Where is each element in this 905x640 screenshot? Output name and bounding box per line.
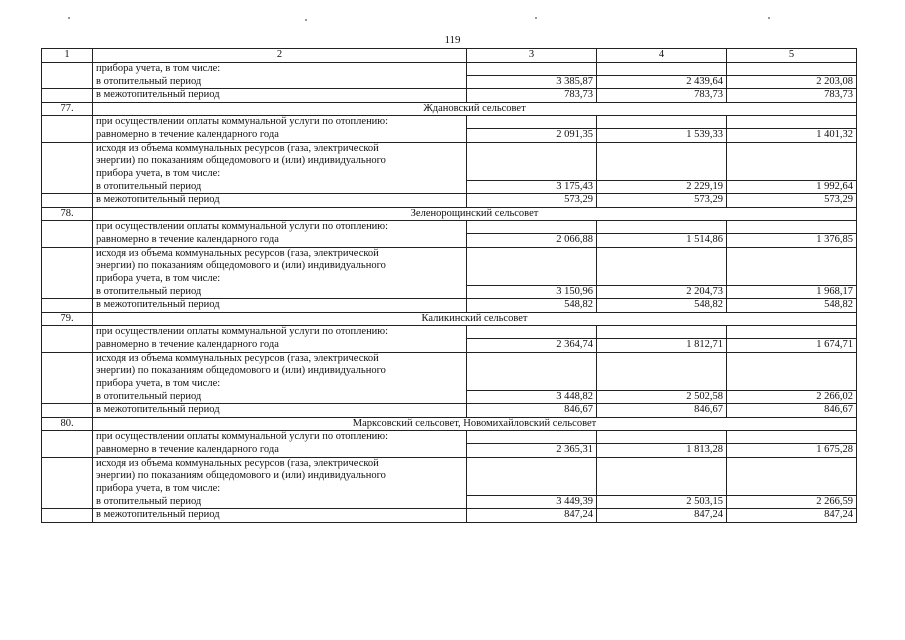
value-col3: [467, 431, 597, 444]
value-col4: [597, 273, 727, 286]
row-label: в межотопительный период: [93, 509, 467, 523]
row-number-cell: [42, 129, 93, 143]
column-header: 1: [42, 49, 93, 63]
row-label: исходя из объема коммунальных ресурсов (газа, электрической: [93, 352, 467, 365]
column-header: 5: [727, 49, 857, 63]
row-number-cell: [42, 483, 93, 496]
row-label: равномерно в течение календарного года: [93, 444, 467, 458]
row-number-cell: [42, 155, 93, 168]
row-label: при осуществлении оплаты коммунальной услуги по отоплению:: [93, 221, 467, 234]
value-col4: [597, 221, 727, 234]
value-col4: [597, 365, 727, 378]
value-col3: 2 066,88: [467, 234, 597, 248]
value-col3: 3 150,96: [467, 285, 597, 299]
row-label: прибора учета, в том числе:: [93, 62, 467, 75]
row-label: в межотопительный период: [93, 404, 467, 418]
value-col4: 846,67: [597, 404, 727, 418]
table-row: [42, 444, 857, 458]
value-col5: [727, 365, 857, 378]
row-label: энергии) по показаниям общедомового и (или) индивидуального: [93, 365, 467, 378]
text-row: [42, 470, 857, 483]
value-col3: [467, 365, 597, 378]
row-label: прибора учета, в том числе:: [93, 273, 467, 286]
row-number-cell: [42, 378, 93, 391]
table-row: [42, 299, 857, 313]
value-col3: [467, 326, 597, 339]
value-col4: [597, 352, 727, 365]
text-row: [42, 116, 857, 129]
row-number-cell: [42, 194, 93, 208]
value-col3: [467, 352, 597, 365]
row-number-cell: [42, 352, 93, 365]
row-number-cell: [42, 404, 93, 418]
value-col3: 3 175,43: [467, 180, 597, 194]
row-number-cell: [42, 470, 93, 483]
row-label: энергии) по показаниям общедомового и (или) индивидуального: [93, 470, 467, 483]
value-col4: 847,24: [597, 509, 727, 523]
row-number-cell: [42, 116, 93, 129]
value-col3: [467, 483, 597, 496]
row-label: при осуществлении оплаты коммунальной услуги по отоплению:: [93, 431, 467, 444]
section-title: Ждановский сельсовет: [93, 102, 857, 116]
value-col3: [467, 155, 597, 168]
row-number-cell: [42, 180, 93, 194]
value-col4: [597, 431, 727, 444]
value-col4: 548,82: [597, 299, 727, 313]
text-row: [42, 273, 857, 286]
value-col4: 2 439,64: [597, 75, 727, 89]
row-number-cell: [42, 509, 93, 523]
row-label: в отопительный период: [93, 495, 467, 509]
row-number-cell: [42, 89, 93, 103]
value-col3: [467, 260, 597, 273]
row-label: в межотопительный период: [93, 194, 467, 208]
table-row: [42, 75, 857, 89]
value-col5: 2 203,08: [727, 75, 857, 89]
value-col4: 2 503,15: [597, 495, 727, 509]
value-col3: 783,73: [467, 89, 597, 103]
value-col3: 573,29: [467, 194, 597, 208]
row-number-cell: [42, 221, 93, 234]
value-col3: [467, 62, 597, 75]
value-col5: 847,24: [727, 509, 857, 523]
text-row: [42, 365, 857, 378]
value-col4: [597, 326, 727, 339]
value-col3: 548,82: [467, 299, 597, 313]
text-row: [42, 142, 857, 155]
row-label: исходя из объема коммунальных ресурсов (газа, электрической: [93, 457, 467, 470]
table-row: [42, 390, 857, 404]
value-col4: [597, 247, 727, 260]
table-header-row: [42, 49, 857, 63]
row-label: прибора учета, в том числе:: [93, 378, 467, 391]
value-col3: [467, 247, 597, 260]
table-row: [42, 194, 857, 208]
value-col4: [597, 457, 727, 470]
section-row: [42, 417, 857, 431]
row-number-cell: [42, 168, 93, 181]
row-label: в межотопительный период: [93, 299, 467, 313]
section-number: 79.: [42, 312, 93, 326]
value-col5: [727, 483, 857, 496]
value-col3: [467, 378, 597, 391]
text-row: [42, 457, 857, 470]
value-col4: [597, 155, 727, 168]
table-row: [42, 89, 857, 103]
value-col5: 2 266,59: [727, 495, 857, 509]
row-label: равномерно в течение календарного года: [93, 129, 467, 143]
value-col3: 3 449,39: [467, 495, 597, 509]
row-label: исходя из объема коммунальных ресурсов (газа, электрической: [93, 247, 467, 260]
text-row: [42, 62, 857, 75]
value-col4: 2 502,58: [597, 390, 727, 404]
value-col5: 783,73: [727, 89, 857, 103]
table-row: [42, 180, 857, 194]
row-number-cell: [42, 142, 93, 155]
row-number-cell: [42, 285, 93, 299]
value-col4: [597, 260, 727, 273]
text-row: [42, 483, 857, 496]
row-number-cell: [42, 457, 93, 470]
section-number: 80.: [42, 417, 93, 431]
value-col5: [727, 273, 857, 286]
value-col5: [727, 221, 857, 234]
value-col4: [597, 470, 727, 483]
row-number-cell: [42, 234, 93, 248]
row-number-cell: [42, 365, 93, 378]
row-number-cell: [42, 260, 93, 273]
text-row: [42, 221, 857, 234]
value-col3: [467, 116, 597, 129]
row-label: энергии) по показаниям общедомового и (или) индивидуального: [93, 155, 467, 168]
scan-speck: [68, 17, 70, 19]
row-label: равномерно в течение календарного года: [93, 339, 467, 353]
text-row: [42, 326, 857, 339]
value-col3: 3 385,87: [467, 75, 597, 89]
value-col3: [467, 168, 597, 181]
value-col5: [727, 247, 857, 260]
table-row: [42, 495, 857, 509]
section-row: [42, 312, 857, 326]
column-header: 3: [467, 49, 597, 63]
text-row: [42, 431, 857, 444]
value-col4: [597, 483, 727, 496]
value-col5: [727, 116, 857, 129]
value-col4: 1 514,86: [597, 234, 727, 248]
page-number: 119: [444, 34, 461, 46]
value-col5: [727, 470, 857, 483]
column-header: 2: [93, 49, 467, 63]
value-col5: 1 401,32: [727, 129, 857, 143]
value-col5: [727, 155, 857, 168]
value-col5: [727, 457, 857, 470]
value-col5: 573,29: [727, 194, 857, 208]
value-col5: 1 968,17: [727, 285, 857, 299]
section-title: Каликинский сельсовет: [93, 312, 857, 326]
value-col4: 2 229,19: [597, 180, 727, 194]
value-col3: [467, 221, 597, 234]
value-col5: [727, 168, 857, 181]
row-label: при осуществлении оплаты коммунальной услуги по отоплению:: [93, 116, 467, 129]
row-label: в межотопительный период: [93, 89, 467, 103]
value-col3: [467, 142, 597, 155]
row-label: равномерно в течение календарного года: [93, 234, 467, 248]
row-number-cell: [42, 495, 93, 509]
value-col4: [597, 142, 727, 155]
row-number-cell: [42, 62, 93, 75]
value-col5: [727, 142, 857, 155]
scan-speck: [305, 19, 307, 21]
value-col3: [467, 470, 597, 483]
value-col3: 3 448,82: [467, 390, 597, 404]
row-number-cell: [42, 444, 93, 458]
text-row: [42, 260, 857, 273]
row-number-cell: [42, 431, 93, 444]
section-number: 78.: [42, 207, 93, 221]
value-col4: 783,73: [597, 89, 727, 103]
section-row: [42, 102, 857, 116]
value-col5: 846,67: [727, 404, 857, 418]
section-row: [42, 207, 857, 221]
row-number-cell: [42, 390, 93, 404]
table-row: [42, 509, 857, 523]
value-col4: 2 204,73: [597, 285, 727, 299]
text-row: [42, 168, 857, 181]
row-number-cell: [42, 273, 93, 286]
column-header: 4: [597, 49, 727, 63]
table-row: [42, 339, 857, 353]
row-label: в отопительный период: [93, 285, 467, 299]
text-row: [42, 155, 857, 168]
scan-speck: [535, 17, 537, 19]
value-col5: 2 266,02: [727, 390, 857, 404]
value-col4: [597, 62, 727, 75]
value-col4: 1 539,33: [597, 129, 727, 143]
value-col3: [467, 457, 597, 470]
value-col5: 1 674,71: [727, 339, 857, 353]
row-label: в отопительный период: [93, 75, 467, 89]
tariff-table: [41, 48, 857, 523]
value-col3: 2 365,31: [467, 444, 597, 458]
row-number-cell: [42, 247, 93, 260]
value-col5: [727, 431, 857, 444]
row-label: прибора учета, в том числе:: [93, 483, 467, 496]
table-row: [42, 234, 857, 248]
table-row: [42, 404, 857, 418]
scan-speck: [768, 17, 770, 19]
row-label: в отопительный период: [93, 180, 467, 194]
value-col4: [597, 116, 727, 129]
value-col5: [727, 352, 857, 365]
value-col4: 1 812,71: [597, 339, 727, 353]
row-label: энергии) по показаниям общедомового и (или) индивидуального: [93, 260, 467, 273]
section-title: Марксовский сельсовет, Новомихайловский сельсовет: [93, 417, 857, 431]
value-col4: 1 813,28: [597, 444, 727, 458]
value-col5: [727, 260, 857, 273]
value-col4: 573,29: [597, 194, 727, 208]
row-number-cell: [42, 75, 93, 89]
value-col4: [597, 168, 727, 181]
row-label: прибора учета, в том числе:: [93, 168, 467, 181]
text-row: [42, 352, 857, 365]
value-col3: [467, 273, 597, 286]
row-number-cell: [42, 299, 93, 313]
value-col5: [727, 62, 857, 75]
value-col3: 847,24: [467, 509, 597, 523]
value-col4: [597, 378, 727, 391]
row-label: исходя из объема коммунальных ресурсов (газа, электрической: [93, 142, 467, 155]
value-col5: 1 675,28: [727, 444, 857, 458]
row-label: в отопительный период: [93, 390, 467, 404]
value-col5: 1 376,85: [727, 234, 857, 248]
row-label: при осуществлении оплаты коммунальной услуги по отоплению:: [93, 326, 467, 339]
table-row: [42, 129, 857, 143]
value-col5: [727, 378, 857, 391]
table-row: [42, 285, 857, 299]
row-number-cell: [42, 339, 93, 353]
text-row: [42, 378, 857, 391]
value-col5: 548,82: [727, 299, 857, 313]
value-col3: 2 091,35: [467, 129, 597, 143]
section-title: Зеленорощинский сельсовет: [93, 207, 857, 221]
section-number: 77.: [42, 102, 93, 116]
value-col5: [727, 326, 857, 339]
value-col3: 846,67: [467, 404, 597, 418]
value-col3: 2 364,74: [467, 339, 597, 353]
value-col5: 1 992,64: [727, 180, 857, 194]
text-row: [42, 247, 857, 260]
row-number-cell: [42, 326, 93, 339]
